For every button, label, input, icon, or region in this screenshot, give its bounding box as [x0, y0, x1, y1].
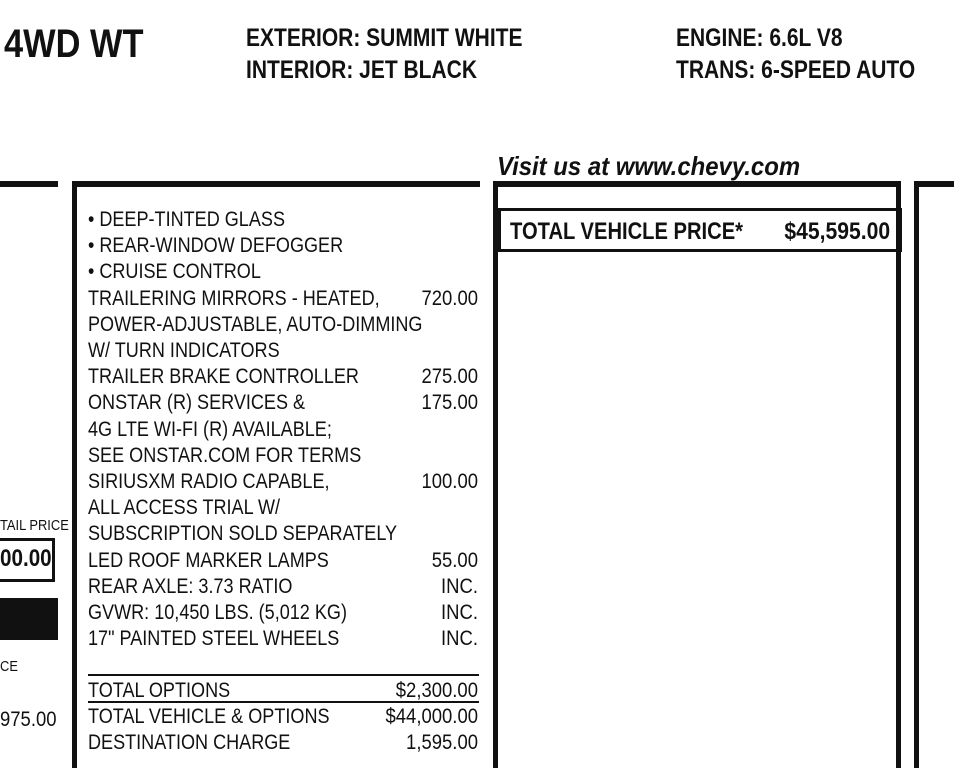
option-price: INC.: [441, 627, 478, 651]
left-bottom-value: 975.00: [0, 708, 57, 731]
options-left-divider: [72, 181, 77, 768]
interior-color: INTERIOR: JET BLACK: [246, 56, 477, 84]
option-price: 175.00: [421, 391, 478, 415]
option-price: 55.00: [431, 548, 478, 572]
option-line: SUBSCRIPTION SOLD SEPARATELY: [88, 522, 398, 546]
option-line: TRAILER BRAKE CONTROLLER: [88, 365, 359, 389]
option-line: • CRUISE CONTROL: [88, 260, 261, 284]
summary-label: DESTINATION CHARGE: [88, 731, 291, 754]
summary-top-rule: [88, 674, 479, 676]
retail-price-label: TAIL PRICE: [0, 517, 69, 534]
option-line: POWER-ADJUSTABLE, AUTO-DIMMING: [88, 312, 423, 336]
option-line: TRAILERING MIRRORS - HEATED,: [88, 286, 380, 310]
right-column-rule: [914, 181, 954, 187]
exterior-color: EXTERIOR: SUMMIT WHITE: [246, 24, 523, 52]
option-line: REAR AXLE: 3.73 RATIO: [88, 574, 293, 598]
option-price: 720.00: [421, 286, 478, 310]
option-line: • DEEP-TINTED GLASS: [88, 208, 285, 231]
total-price-label: TOTAL VEHICLE PRICE*: [510, 218, 743, 245]
model-title: 4WD WT: [4, 22, 144, 66]
option-line: ONSTAR (R) SERVICES &: [88, 391, 306, 415]
option-line: GVWR: 10,450 LBS. (5,012 KG): [88, 601, 347, 624]
option-line: 4G LTE WI-FI (R) AVAILABLE;: [88, 417, 332, 441]
summary-value: $2,300.00: [395, 679, 478, 702]
option-line: LED ROOF MARKER LAMPS: [88, 548, 329, 572]
price-right-divider: [896, 181, 901, 768]
black-banner: [0, 598, 58, 640]
summary-label: TOTAL OPTIONS: [88, 679, 231, 702]
left-column-rule: [0, 181, 58, 187]
option-price: INC.: [441, 601, 478, 624]
option-price: 275.00: [421, 365, 478, 389]
option-line: SIRIUSXM RADIO CAPABLE,: [88, 470, 330, 493]
summary-value: 1,595.00: [406, 731, 478, 754]
option-line: 17" PAINTED STEEL WHEELS: [88, 627, 340, 651]
options-column-rule: [72, 181, 480, 187]
option-price: 100.00: [421, 470, 478, 493]
right-column-divider: [914, 181, 919, 768]
option-line: W/ TURN INDICATORS: [88, 339, 280, 362]
option-line: ALL ACCESS TRIAL W/: [88, 496, 281, 520]
price-left-divider: [493, 181, 498, 768]
option-line: SEE ONSTAR.COM FOR TERMS: [88, 443, 362, 467]
option-price: INC.: [441, 574, 478, 598]
total-price-value: $45,595.00: [784, 218, 890, 245]
engine-spec: ENGINE: 6.6L V8: [676, 24, 843, 52]
price-column-rule: [493, 181, 901, 187]
transmission-spec: TRANS: 6-SPEED AUTO: [676, 56, 916, 84]
website-text: Visit us at www.chevy.com: [497, 151, 801, 181]
option-line: • REAR-WINDOW DEFOGGER: [88, 234, 344, 258]
retail-price-value: 00.00: [0, 545, 52, 572]
summary-label: TOTAL VEHICLE & OPTIONS: [88, 705, 330, 728]
left-small-label: CE: [0, 658, 18, 675]
summary-value: $44,000.00: [385, 705, 478, 728]
